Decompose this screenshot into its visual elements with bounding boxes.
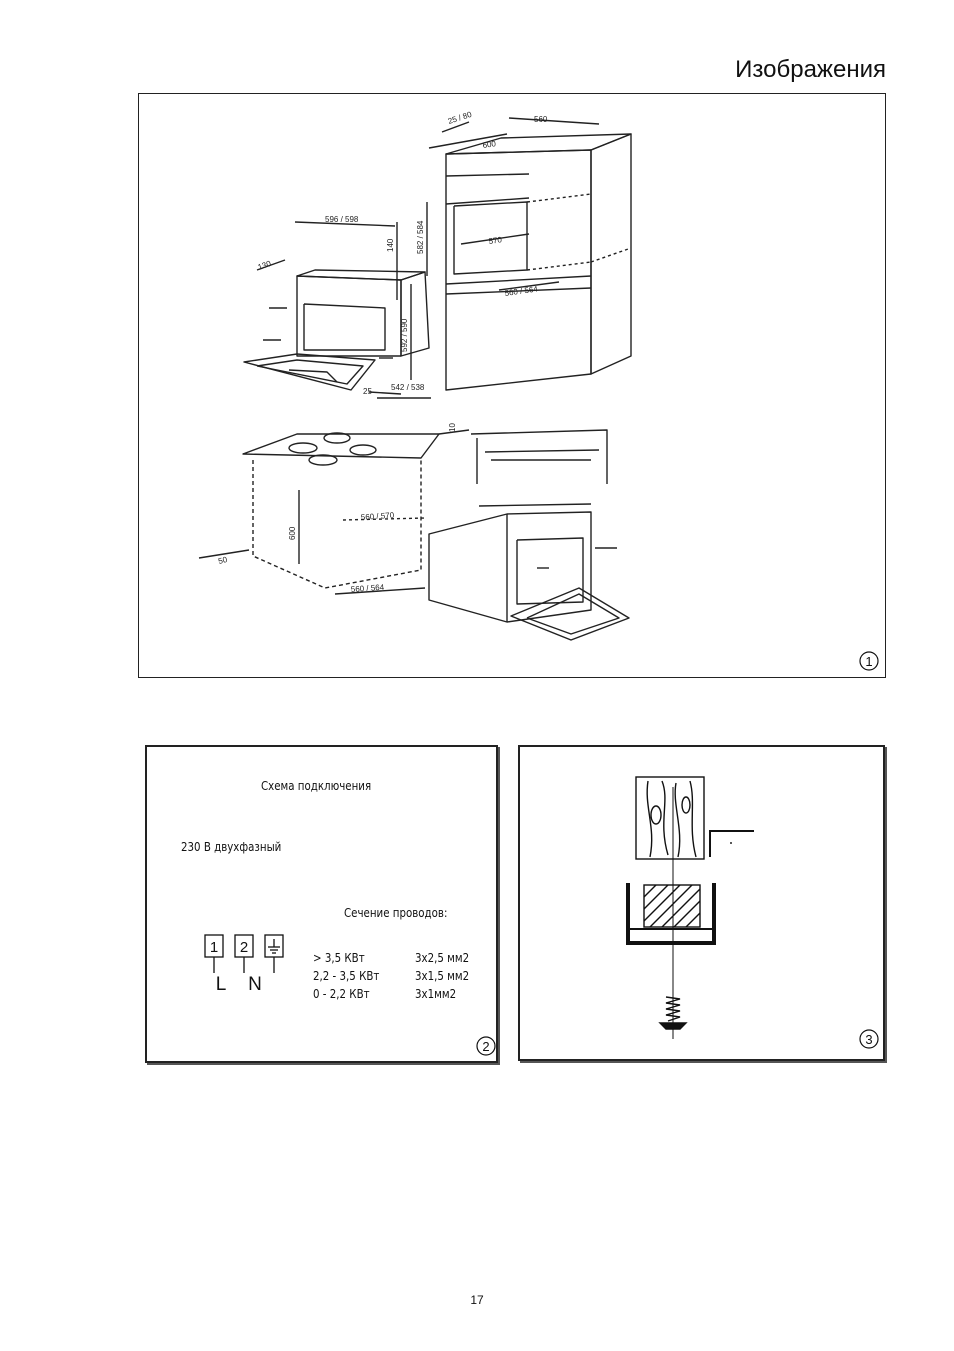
figure-2-marker: 2 — [482, 1039, 490, 1054]
terminal-2: 2 — [239, 939, 249, 956]
terminal-block — [147, 747, 500, 1065]
dim-50: 50 — [217, 555, 229, 566]
page-title: Изображения — [735, 56, 886, 83]
wire-section-title: Сечение проводов: — [344, 905, 448, 920]
figure-3-marker: 3 — [865, 1032, 873, 1047]
label-l: L — [215, 974, 227, 995]
dim-560-564: 560 / 564 — [504, 284, 539, 298]
oven-insert — [429, 512, 591, 622]
terminal-1: 1 — [209, 939, 219, 956]
wiring-title: Схема подключения — [261, 778, 372, 793]
dim-542-538: 542 / 538 — [391, 383, 425, 392]
page-number: 17 — [470, 1293, 484, 1307]
row-3-power: 0 - 2,2 КВт — [313, 986, 370, 1001]
dim-560: 560 — [534, 115, 548, 124]
dim-582-584: 582 / 584 — [416, 220, 425, 254]
label-n: N — [248, 974, 262, 995]
dim-560-570: 560 / 570 — [360, 510, 395, 522]
row-2-cable: 3х1,5 мм2 — [415, 968, 470, 983]
dim-600-cabinet: 600 — [288, 526, 297, 540]
row-2-power: 2,2 - 3,5 КВт — [313, 968, 380, 983]
tall-cabinet-side — [591, 134, 631, 374]
figure-3-fixing-detail — [518, 745, 885, 1061]
wiring-voltage: 230 В двухфазный — [181, 839, 282, 854]
hob-top — [243, 434, 439, 458]
oven-door-open — [244, 354, 375, 390]
figure-2-wiring-diagram — [145, 745, 498, 1063]
dim-130: 130 — [256, 258, 273, 272]
figure-3-drawing — [520, 747, 887, 1063]
figure-1-drawing — [139, 94, 887, 679]
dim-10: 10 — [448, 423, 457, 432]
figure-1-installation-dimensions — [138, 93, 886, 678]
dim-140: 140 — [386, 238, 395, 252]
dim-600: 600 — [482, 139, 497, 150]
dim-560-564-cabinet: 560 / 564 — [350, 582, 385, 594]
row-1-cable: 3х2,5 мм2 — [415, 950, 470, 965]
row-3-cable: 3х1мм2 — [415, 986, 457, 1001]
dim-596-598: 596 / 598 — [325, 215, 359, 224]
row-1-power: > 3,5 КВт — [313, 950, 365, 965]
tall-cabinet-top — [446, 134, 631, 154]
dim-25-80: 25 / 80 — [446, 109, 473, 126]
figure-1-marker: 1 — [865, 654, 873, 669]
dim-25: 25 — [363, 387, 372, 396]
dim-570: 570 — [488, 235, 503, 246]
dim-592-590: 592 / 590 — [400, 318, 409, 352]
